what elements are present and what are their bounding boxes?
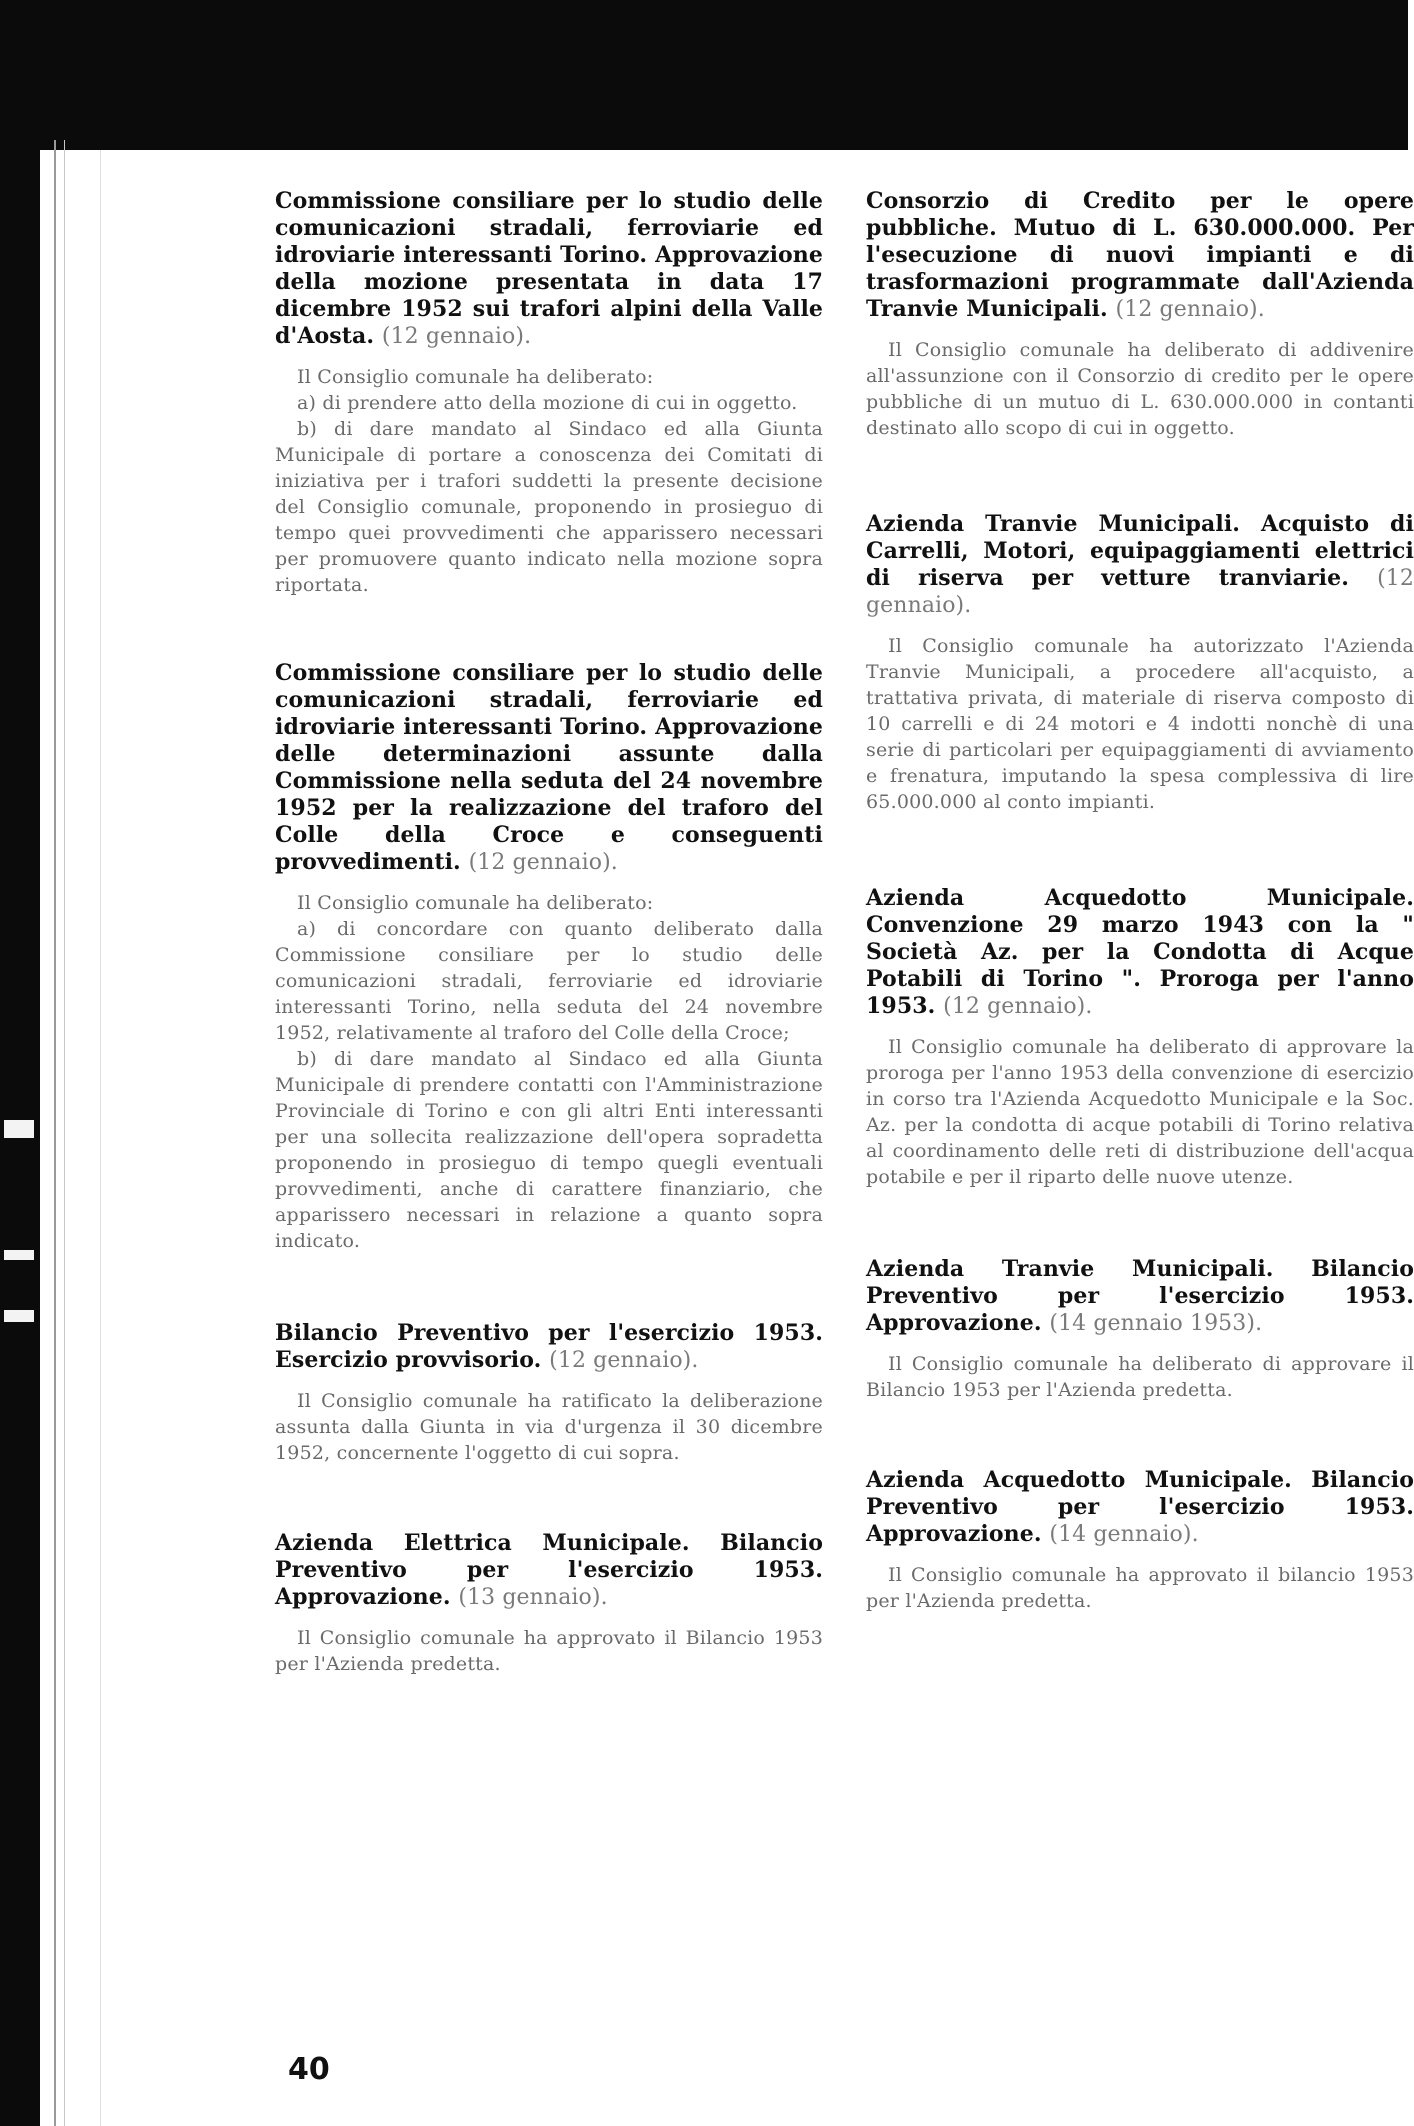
page-edge-line-inner <box>64 140 65 2126</box>
entry-title: Azienda Tranvie Municipali. Bilancio Preventivo per l'esercizio 1953. Approvazione. (14 gennaio 1953). <box>866 1256 1414 1336</box>
entry-date: (12 gennaio). <box>1115 297 1265 322</box>
binding-mark <box>4 1120 34 1138</box>
entry-title: Commissione consiliare per lo studio delle comunicazioni stradali, ferroviarie ed idroviarie interessanti Torino. Approvazione della mozione presentata in data 17 dicembre 1952 sui trafori alpini della Valle d'Aosta. (12 gennaio). <box>275 188 823 349</box>
entry-title: Azienda Elettrica Municipale. Bilancio Preventivo per l'esercizio 1953. Approvazione. (13 gennaio). <box>275 1530 823 1610</box>
entry-title: Bilancio Preventivo per l'esercizio 1953. Esercizio provvisorio. (12 gennaio). <box>275 1320 823 1373</box>
entry-title: Commissione consiliare per lo studio delle comunicazioni stradali, ferroviarie ed idroviarie interessanti Torino. Approvazione delle determinazioni assunte dalla Commissione nella seduta del 24 novembre 1952 per la realizzazione del traforo del Colle della Croce e conseguenti provvedimenti. (12 gennaio). <box>275 660 823 875</box>
entry-paragraph: a) di prendere atto della mozione di cui in oggetto. <box>297 392 798 414</box>
entry-date: (14 gennaio 1953). <box>1049 1311 1263 1336</box>
entry-paragraph: Il Consiglio comunale ha approvato il Bilancio 1953 per l'Azienda predetta. <box>275 1627 823 1675</box>
page-gutter-line <box>100 150 101 2126</box>
entry-paragraph: Il Consiglio comunale ha approvato il bilancio 1953 per l'Azienda predetta. <box>866 1564 1414 1612</box>
resolution-entry <box>275 660 823 1254</box>
binding-mark <box>4 1250 34 1260</box>
entry-paragraph: Il Consiglio comunale ha deliberato: <box>297 892 654 914</box>
entry-date: (12 gennaio). <box>866 566 1414 618</box>
page-number: 40 <box>288 2052 330 2087</box>
entry-paragraph: Il Consiglio comunale ha deliberato di addivenire all'assunzione con il Consorzio di credito per le opere pubbliche di un mutuo di L. 630.000.000 in contanti destinato allo scopo di cui in oggetto. <box>866 339 1414 439</box>
entry-date: (12 gennaio). <box>468 850 618 875</box>
entry-date: (13 gennaio). <box>458 1585 608 1610</box>
resolution-entry <box>866 885 1414 1190</box>
entry-title: Azienda Acquedotto Municipale. Convenzione 29 marzo 1943 con la " Società Az. per la Condotta di Acque Potabili di Torino ". Proroga per l'anno 1953. (12 gennaio). <box>866 885 1414 1019</box>
page-edge-line <box>54 140 56 2126</box>
entry-date: (12 gennaio). <box>943 994 1093 1019</box>
entry-paragraph: Il Consiglio comunale ha ratificato la deliberazione assunta dalla Giunta in via d'urgenza il 30 dicembre 1952, concernente l'oggetto di cui sopra. <box>275 1390 823 1464</box>
entry-paragraph: Il Consiglio comunale ha deliberato: <box>297 366 654 388</box>
resolution-entry <box>275 188 823 598</box>
resolution-entry <box>866 511 1414 815</box>
entry-date: (14 gennaio). <box>1049 1522 1199 1547</box>
resolution-entry <box>866 188 1414 441</box>
resolution-entry <box>866 1467 1414 1614</box>
resolution-entry <box>275 1530 823 1677</box>
entry-title: Azienda Acquedotto Municipale. Bilancio Preventivo per l'esercizio 1953. Approvazione. (14 gennaio). <box>866 1467 1414 1547</box>
entry-paragraph: Il Consiglio comunale ha deliberato di approvare la proroga per l'anno 1953 della convenzione di esercizio in corso tra l'Azienda Acquedotto Municipale e la Soc. Az. per la condotta di acque potabili di Torino relativa al coordinamento delle reti di distribuzione dell'acqua potabile e per il riparto delle nuove utenze. <box>866 1036 1414 1188</box>
entry-paragraph: Il Consiglio comunale ha autorizzato l'Azienda Tranvie Municipali, a procedere all'acquisto, a trattativa privata, di materiale di riserva composto di 10 carrelli e di 24 motori e 4 indotti nonchè di una serie di particolari per equipaggiamenti di avviamento e frenatura, imputando la spesa complessiva di lire 65.000.000 al conto impianti. <box>866 635 1414 813</box>
entry-title: Azienda Tranvie Municipali. Acquisto di Carrelli, Motori, equipaggiamenti elettrici di riserva per vetture tranviarie. (12 gennaio). <box>866 511 1414 618</box>
entry-paragraph: Il Consiglio comunale ha deliberato di approvare il Bilancio 1953 per l'Azienda predetta. <box>866 1353 1414 1401</box>
right-column <box>866 188 1414 1676</box>
resolution-entry <box>275 1320 823 1466</box>
binding-mark <box>4 1310 34 1322</box>
entry-date: (12 gennaio). <box>549 1348 699 1373</box>
entry-title: Consorzio di Credito per le opere pubbliche. Mutuo di L. 630.000.000. Per l'esecuzione di nuovi impianti e di trasformazioni programmate dall'Azienda Tranvie Municipali. (12 gennaio). <box>866 188 1414 322</box>
scan-top-border <box>0 0 1408 150</box>
entry-date: (12 gennaio). <box>381 324 532 349</box>
entry-paragraph: b) di dare mandato al Sindaco ed alla Giunta Municipale di prendere contatti con l'Amministrazione Provinciale di Torino e con gli altri Enti interessanti per una sollecita realizzazione dell'opera sopradetta proponendo in prosieguo di tempo quegli eventuali provvedimenti, anche di carattere finanziario, che apparissero necessari in relazione a quanto sopra indicato. <box>275 1048 823 1252</box>
entry-paragraph: a) di concordare con quanto deliberato dalla Commissione consiliare per lo studio delle comunicazioni stradali, ferroviarie ed idroviarie interessanti Torino, nella seduta del 24 novembre 1952, relativamente al traforo del Colle della Croce; <box>275 918 823 1044</box>
entry-paragraph: b) di dare mandato al Sindaco ed alla Giunta Municipale di portare a conoscenza dei Comitati di iniziativa per i trafori suddetti la presente decisione del Consiglio comunale, proponendo in prosieguo di tempo quei provvedimenti che apparissero necessari per promuovere quanto indicato nella mozione sopra riportata. <box>275 418 823 596</box>
resolution-entry <box>866 1256 1414 1403</box>
left-column <box>275 188 823 1739</box>
